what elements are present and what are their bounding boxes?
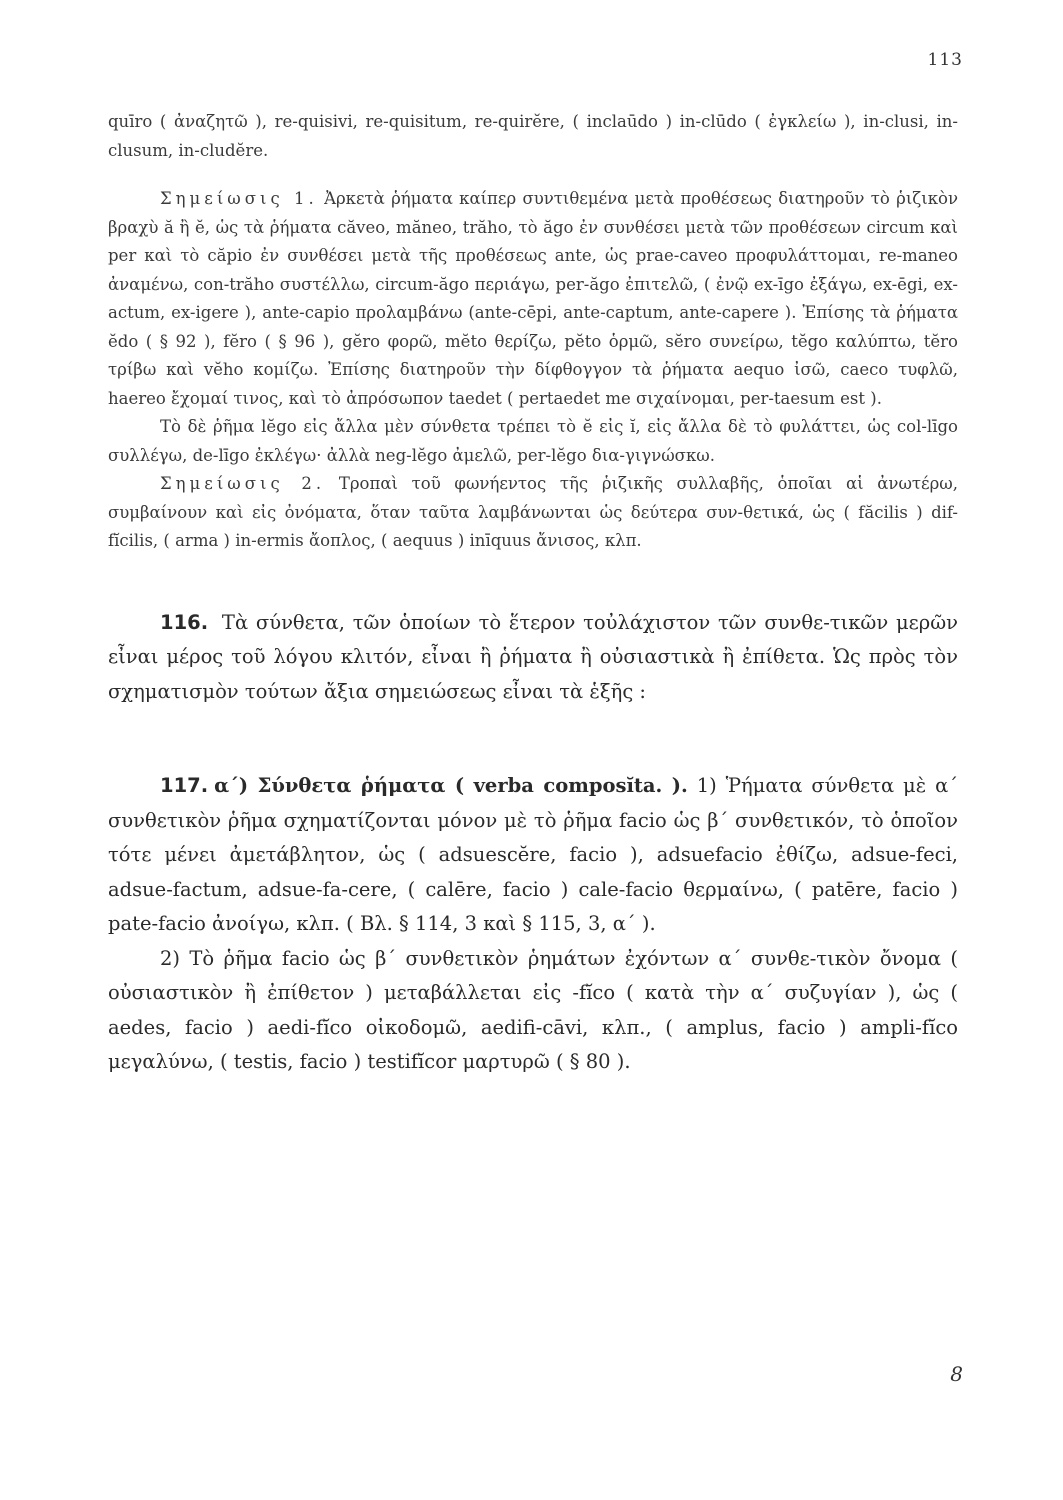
note-2-label: Σημείωσις 2. [160, 474, 326, 493]
note-1-continuation: Τὸ δὲ ῥῆμα lĕgo εἰς ἄλλα μὲν σύνθετα τρέπει τὸ ĕ εἰς ĭ, εἰς ἄλλα δὲ τὸ φυλάττει, ὡς col-līgo συλλέγω, de-līgo ἐκλέγω· ἀλλὰ neg-lĕgo ἀμελῶ, per-lĕgo δια-γιγνώσκω. [108, 417, 958, 465]
section-116-number: 116. [160, 610, 209, 634]
page-number: 113 [927, 50, 963, 70]
sheet-mark: 8 [950, 1362, 963, 1386]
note-1-text: Ἀρκετὰ ῥήματα καίπερ συντιθεμένα μετὰ προθέσεως διατηροῦν τὸ ῥιζικὸν βραχὺ ă ἢ ĕ, ὡς τὰ ῥήματα căveo, măneo, trăho, τὸ ăgo ἐν συνθέσει μετὰ τῶν προθέσεων circum καὶ per καὶ τὸ căpio ἐν συνθέσει μετὰ τῆς προθέσεως ante, ὡς prae-caveo προφυλάττομαι, re-maneo ἀναμένω, con-trăho συστέλλω, circum-ăgo περιάγω, per-ăgo ἐπιτελῶ, ( ἐνῷ ex-īgo ἐξάγω, ex-ēgi, ex-actum, ex-igere ), ante-capio προλαμβάνω (ante-cēpi, ante-captum, ante-capere ). Ἐπίσης τὰ ῥήματα ĕdo ( § 92 ), fĕro ( § 96 ), gĕro φορῶ, mĕto θερίζω, pĕto ὁρμῶ, sĕro συνείρω, tĕgo καλύπτω, tĕro τρίβω καὶ vĕho κομίζω. Ἐπίσης διατηροῦν τὴν δίφθογγον τὰ ῥήματα aequo ἰσῶ, caeco τυφλῶ, haereo ἔχομαί τινος, καὶ τὸ ἀπρόσωπον taedet ( pertaedet me σιχαίνομαι, per-taesum est ). [108, 189, 958, 408]
section-117-paragraph [108, 769, 958, 942]
note-2-paragraph [108, 470, 958, 556]
section-117-text: 1) Ῥήματα σύνθετα μὲ α΄ συνθετικὸν ῥῆμα σχηματίζονται μόνον μὲ τὸ ῥῆμα facio ὡς β΄ συνθετικόν, τὸ ὁποῖον τότε μένει ἀμετάβλητον, ὡς ( adsuescĕre, facio ), adsuefacio ἐθίζω, adsue-feci, adsue-factum, adsue-fa-cere, ( calēre, facio ) cale-facio θερμαίνω, ( patēre, facio ) pate-facio ἀνοίγω, κλπ. ( Βλ. § 114, 3 καὶ § 115, 3, α΄ ). [108, 774, 958, 935]
section-116-text: Τὰ σύνθετα, τῶν ὁποίων τὸ ἕτερον τοὐλάχιστον τῶν συνθε-τικῶν μερῶν εἶναι μέρος τοῦ λόγου κλιτόν, εἶναι ἢ ῥήματα ἢ οὐσιαστικὰ ἢ ἐπίθετα. Ὡς πρὸς τὸν σχηματισμὸν τούτων ἄξια σημειώσεως εἶναι τὰ ἑξῆς : [108, 610, 958, 703]
top-paragraph: quīro ( ἀναζητῶ ), re-quisivi, re-quisitum, re-quirĕre, ( inclaūdo ) in-clūdo ( ἐγκλείω ), in-clusi, in-clusum, in-cludĕre. [108, 112, 958, 160]
section-116-paragraph [108, 606, 958, 710]
note-1-label: Σημείωσις 1. [160, 189, 318, 208]
note-1-paragraph [108, 185, 958, 413]
section-117-heading: α΄) Σύνθετα ῥήματα ( verba composĭta. ). [214, 774, 688, 797]
section-117-paragraph-2: 2) Τὸ ῥῆμα facio ὡς β΄ συνθετικὸν ῥημάτων ἐχόντων α΄ συνθε-τικὸν ὄνομα ( οὐσιαστικὸν ἢ ἐπίθετον ) μεταβάλλεται εἰς -fĭco ( κατὰ τὴν α΄ συζυγίαν ), ὡς ( aedes, facio ) aedi-fĭco οἰκοδομῶ, aedifi-cāvi, κλπ., ( amplus, facio ) ampli-fĭco μεγαλύνω, ( testis, facio ) testifĭcor μαρτυρῶ ( § 80 ). [108, 946, 958, 1073]
note-2-text: Τροπαὶ τοῦ φωνήεντος τῆς ῥιζικῆς συλλαβῆς, ὁποῖαι αἱ ἀνωτέρω, συμβαίνουν καὶ εἰς ὀνόματα, ὅταν ταῦτα λαμβάνωνται ὡς δεύτερα συν-θετικά, ὡς ( făcilis ) dif-fĭcilis, ( arma ) in-ermis ἄοπλος, ( aequus ) inīquus ἄνισος, κλπ. [108, 474, 958, 550]
page-body [108, 108, 958, 1080]
section-117-number: 117. [160, 774, 209, 797]
